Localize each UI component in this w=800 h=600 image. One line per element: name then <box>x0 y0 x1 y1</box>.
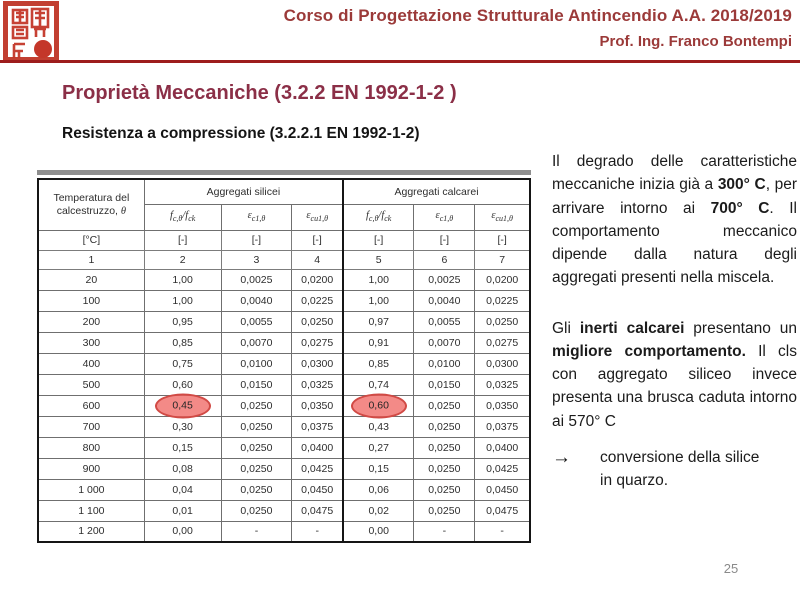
table-cell: 0,0300 <box>475 353 530 374</box>
course-title: Corso di Progettazione Strutturale Antincendio A.A. 2018/2019 <box>283 6 792 25</box>
col-group-calcareous: Aggregati calcarei <box>343 179 530 204</box>
table-cell: 0,95 <box>144 311 221 332</box>
table-cell: 0,0250 <box>221 458 292 479</box>
table-cell: 600 <box>38 395 144 416</box>
table-body <box>38 269 530 542</box>
table-cell: 0,01 <box>144 500 221 521</box>
table-cell: 0,0250 <box>221 416 292 437</box>
table-cell: 0,0350 <box>292 395 343 416</box>
table-cell: 1 100 <box>38 500 144 521</box>
column-index-cell: 4 <box>292 250 343 269</box>
table-cell: - <box>292 521 343 542</box>
table-cell: 0,0250 <box>414 458 475 479</box>
table-cell: 1 000 <box>38 479 144 500</box>
header-divider <box>0 60 800 63</box>
right-arrow-icon: → <box>552 446 571 468</box>
table-cell: 0,0275 <box>475 332 530 353</box>
table-cell: 0,0400 <box>475 437 530 458</box>
table-row <box>38 311 530 332</box>
table-row <box>38 437 530 458</box>
university-seal-icon <box>3 1 59 62</box>
table-cell: 900 <box>38 458 144 479</box>
page-title: Proprietà Meccaniche (3.2.2 EN 1992-1-2 ) <box>62 82 457 104</box>
table-cell <box>343 395 414 416</box>
table-cell: - <box>475 521 530 542</box>
column-index-cell: 2 <box>144 250 221 269</box>
table-cell: 200 <box>38 311 144 332</box>
slide-header <box>0 0 800 60</box>
table-cell: 1,00 <box>144 269 221 290</box>
table-cell: 0,0250 <box>414 416 475 437</box>
table-cell: 0,0250 <box>221 395 292 416</box>
table-row <box>38 479 530 500</box>
table-cell: 0,0375 <box>475 416 530 437</box>
professor-name: Prof. Ing. Franco Bontempi <box>599 33 792 50</box>
table-cell: 1 200 <box>38 521 144 542</box>
notes-column <box>552 150 797 492</box>
table-cell: 0,0250 <box>414 395 475 416</box>
table-cell: 0,0250 <box>414 437 475 458</box>
col-header-temperature: Temperatura del calcestruzzo, θ <box>38 179 144 230</box>
table-cell: 0,0475 <box>475 500 530 521</box>
table-cell: 0,15 <box>343 458 414 479</box>
table-cell: 0,0025 <box>414 269 475 290</box>
table-cell: 0,0275 <box>292 332 343 353</box>
units-cell: [-] <box>414 230 475 250</box>
table-row <box>38 269 530 290</box>
table-cell: 0,91 <box>343 332 414 353</box>
table-cell: 0,0250 <box>221 479 292 500</box>
col-header-epsu1-sil: $\varepsilon_{cu1,\theta}$ <box>292 204 343 230</box>
note-quartz-conversion: → conversione della silice in quarzo. <box>552 446 797 493</box>
units-cell: [-] <box>144 230 221 250</box>
table-cell: 0,0450 <box>475 479 530 500</box>
column-index-cell: 3 <box>221 250 292 269</box>
table-cell: 0,0225 <box>292 290 343 311</box>
highlight-ellipse: 0,60 <box>351 393 407 418</box>
column-index-cell: 6 <box>414 250 475 269</box>
table-cell: 0,08 <box>144 458 221 479</box>
table-cell: - <box>414 521 475 542</box>
table-cell: 0,0250 <box>221 437 292 458</box>
highlight-ellipse: 0,45 <box>155 393 211 418</box>
page-number: 25 <box>723 561 739 576</box>
col-header-epsu1-cal: $\varepsilon_{cu1,\theta}$ <box>475 204 530 230</box>
units-cell: [°C] <box>38 230 144 250</box>
table-cell: 0,0200 <box>292 269 343 290</box>
table-cell: 0,0150 <box>414 374 475 395</box>
table-cell: 0,0070 <box>221 332 292 353</box>
table-cell: 0,0250 <box>414 479 475 500</box>
table-cell: 0,00 <box>144 521 221 542</box>
table-row <box>38 290 530 311</box>
table-cell: 0,0100 <box>221 353 292 374</box>
table-cell: 0,27 <box>343 437 414 458</box>
table-cell: 0,85 <box>144 332 221 353</box>
table-cell: 400 <box>38 353 144 374</box>
table-row <box>38 416 530 437</box>
table-cell: 0,0040 <box>414 290 475 311</box>
table-cell: 20 <box>38 269 144 290</box>
table-cell: 0,0250 <box>475 311 530 332</box>
column-index-cell: 5 <box>343 250 414 269</box>
table-cell: 0,15 <box>144 437 221 458</box>
col-header-fc-ratio-sil: $f_{c,\theta}/f_{ck}$ <box>144 204 221 230</box>
note-degradation: Il degrado delle caratteristiche meccaniche inizia già a 300° C, per arrivare intorno ai 700° C. Il comportamento meccanico dipende dalla natura degli aggregati presenti nella miscela. <box>552 153 798 287</box>
table-cell: 0,30 <box>144 416 221 437</box>
note-calcareous: Gli inerti calcarei presentano un migliore comportamento. Il cls con aggregato siliceo invece presenta una brusca caduta intorno ai 570° C <box>552 319 797 430</box>
section-subtitle: Resistenza a compressione (3.2.2.1 EN 1992-1-2) <box>62 125 420 142</box>
table-cell: 0,0055 <box>414 311 475 332</box>
table-cell: 0,0425 <box>475 458 530 479</box>
col-group-siliceous: Aggregati silicei <box>144 179 343 204</box>
scan-shadow-bar <box>37 170 531 175</box>
table-cell: 800 <box>38 437 144 458</box>
table-row <box>38 374 530 395</box>
table-cell: 0,0425 <box>292 458 343 479</box>
table-row <box>38 395 530 416</box>
table-row <box>38 521 530 542</box>
table-cell: 0,0150 <box>221 374 292 395</box>
table-cell: 0,0325 <box>475 374 530 395</box>
table-cell: 0,04 <box>144 479 221 500</box>
table-cell: 100 <box>38 290 144 311</box>
table-cell: 500 <box>38 374 144 395</box>
table-cell: 0,0100 <box>414 353 475 374</box>
table-cell: 0,0300 <box>292 353 343 374</box>
table-cell: 0,0450 <box>292 479 343 500</box>
table-cell: 0,0040 <box>221 290 292 311</box>
table-cell: 0,75 <box>144 353 221 374</box>
units-cell: [-] <box>292 230 343 250</box>
table-cell: 0,0325 <box>292 374 343 395</box>
units-cell: [-] <box>475 230 530 250</box>
table-cell: 0,0250 <box>292 311 343 332</box>
table-cell: 0,00 <box>343 521 414 542</box>
table-cell: 0,0200 <box>475 269 530 290</box>
table-cell: - <box>221 521 292 542</box>
compression-strength-table <box>37 170 531 543</box>
table-cell: 0,43 <box>343 416 414 437</box>
table-cell: 0,0025 <box>221 269 292 290</box>
table-row <box>38 458 530 479</box>
units-cell: [-] <box>221 230 292 250</box>
table-row <box>38 500 530 521</box>
table-cell: 0,0250 <box>221 500 292 521</box>
table-cell: 0,97 <box>343 311 414 332</box>
table-cell: 0,0055 <box>221 311 292 332</box>
table-cell: 0,60 <box>144 374 221 395</box>
table-cell: 0,0250 <box>414 500 475 521</box>
table-cell: 0,0225 <box>475 290 530 311</box>
column-index-cell: 1 <box>38 250 144 269</box>
table-cell: 0,74 <box>343 374 414 395</box>
table-row <box>38 353 530 374</box>
table-cell: 0,02 <box>343 500 414 521</box>
table-cell: 0,85 <box>343 353 414 374</box>
table-cell: 0,0400 <box>292 437 343 458</box>
table-cell: 0,0070 <box>414 332 475 353</box>
table-cell: 1,00 <box>343 269 414 290</box>
units-cell: [-] <box>343 230 414 250</box>
table-cell: 0,0475 <box>292 500 343 521</box>
col-header-fc-ratio-cal: $f_{c,\theta}/f_{ck}$ <box>343 204 414 230</box>
table-cell: 0,06 <box>343 479 414 500</box>
table-cell: 1,00 <box>144 290 221 311</box>
table-cell: 300 <box>38 332 144 353</box>
table-cell: 700 <box>38 416 144 437</box>
column-index-cell: 7 <box>475 250 530 269</box>
table-cell: 1,00 <box>343 290 414 311</box>
col-header-eps1-sil: $\varepsilon_{c1,\theta}$ <box>221 204 292 230</box>
col-header-eps1-cal: $\varepsilon_{c1,\theta}$ <box>414 204 475 230</box>
table-row <box>38 332 530 353</box>
table-cell: 0,0350 <box>475 395 530 416</box>
table-cell: 0,0375 <box>292 416 343 437</box>
table-cell <box>144 395 221 416</box>
